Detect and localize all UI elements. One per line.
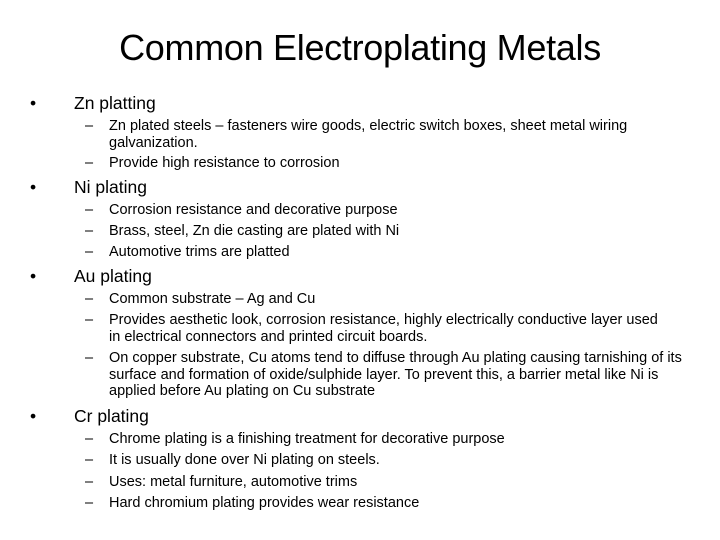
dash-marker: –: [85, 202, 94, 218]
ni-item-3: [85, 244, 695, 261]
dash-marker: –: [85, 118, 94, 134]
ni-item-2: [85, 223, 695, 240]
dash-marker: –: [85, 431, 94, 447]
bullet-marker: •: [30, 93, 37, 113]
slide-title: Common Electroplating Metals: [119, 27, 601, 68]
dash-marker: –: [85, 452, 94, 468]
item-text: Brass, steel, Zn die casting are plated with Ni: [109, 223, 400, 239]
item-text: Uses: metal furniture, automotive trims: [109, 474, 358, 490]
bullet-marker: •: [30, 266, 37, 286]
dash-marker: –: [85, 155, 94, 171]
item-text: Corrosion resistance and decorative purpose: [109, 202, 398, 218]
section-zn-heading: [30, 92, 156, 114]
item-text: Chrome plating is a finishing treatment for decorative purpose: [109, 431, 505, 447]
dash-marker: –: [85, 223, 94, 239]
section-heading-text: Cr plating: [74, 406, 149, 426]
ni-item-1: [85, 202, 695, 219]
item-text: On copper substrate, Cu atoms tend to diffuse through Au plating causing tarnishing of its surface and formation of oxide/sulphide layer. To prevent this, a barrier metal like Ni is applied before Au plating on Cu substrate: [109, 350, 682, 399]
section-ni-heading: [30, 176, 147, 198]
au-item-2: [85, 312, 665, 345]
bullet-marker: •: [30, 406, 37, 426]
dash-marker: –: [85, 244, 94, 260]
section-au-heading: [30, 265, 152, 287]
item-text: Automotive trims are platted: [109, 244, 290, 260]
section-cr-heading: [30, 405, 149, 427]
dash-marker: –: [85, 312, 94, 328]
au-item-3: [85, 350, 697, 400]
dash-marker: –: [85, 291, 94, 307]
section-heading-text: Au plating: [74, 266, 152, 286]
zn-item-2: [85, 155, 695, 172]
section-heading-text: Ni plating: [74, 177, 147, 197]
bullet-marker: •: [30, 177, 37, 197]
cr-item-1: [85, 431, 695, 448]
item-text: Hard chromium plating provides wear resistance: [109, 495, 420, 511]
au-item-1: [85, 291, 695, 308]
item-text: Provide high resistance to corrosion: [109, 155, 340, 171]
dash-marker: –: [85, 474, 94, 490]
item-text: Zn plated steels – fasteners wire goods, electric switch boxes, sheet metal wiring galvanization.: [109, 118, 628, 151]
dash-marker: –: [85, 350, 94, 366]
item-text: It is usually done over Ni plating on steels.: [109, 452, 380, 468]
item-text: Provides aesthetic look, corrosion resistance, highly electrically conductive layer used in electrical connectors and printed circuit boards.: [109, 312, 658, 345]
dash-marker: –: [85, 495, 94, 511]
section-heading-text: Zn platting: [74, 93, 156, 113]
zn-item-1: [85, 118, 665, 151]
item-text: Common substrate – Ag and Cu: [109, 291, 316, 307]
cr-item-3: [85, 474, 695, 491]
cr-item-4: [85, 495, 695, 512]
cr-item-2: [85, 452, 695, 469]
